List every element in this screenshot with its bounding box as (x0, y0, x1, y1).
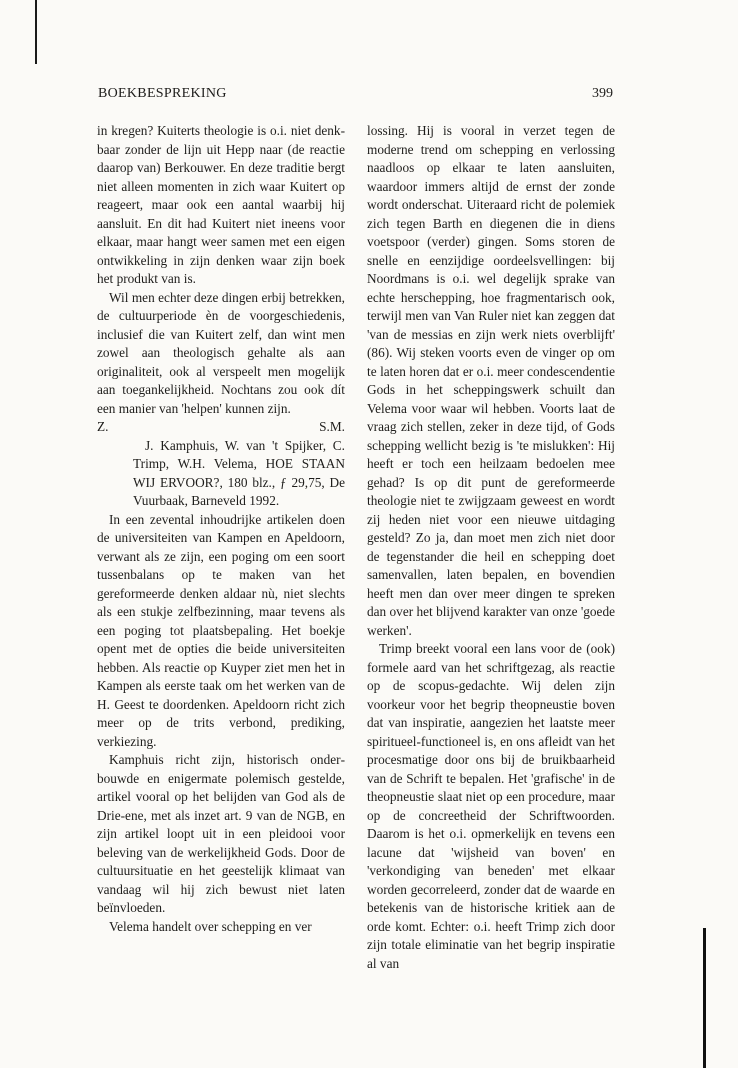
paragraph: Velema handelt over schepping en ver (109, 918, 312, 934)
scan-edge-left (35, 0, 37, 64)
paragraph: lossing. Hij is vooral in verzet tegen de moderne trend om schepping en verlossing naadloos op elkaar te laten aansluiten, waardoor immers altijd de ernst der zonde wordt onderschat. Uiteraard richt de polemiek zich tegen Barth en diegenen die in diens voetspoor (verder) gingen. Soms storen de snelle en eenzijdige oordeelsvellingen: bij Noordmans is o.i. wel degelijk sprake van echte herschepping, hoe fragmentarisch ook, terwijl men van Van Ruler niet kan zeggen dat 'van de messias en zijn werk niets overblijft' (86). Wij steken voorts even de vinger op om te laten horen dat er o.i. meer condescendentie Gods in het scheppingswerk schuilt dan Velema voor waar wil hebben. Voorts laat de vraag zich stellen, zeker in deze tijd, of Gods schepping wellicht bezig is 'te mislukken': Hij heeft er toch een heilzaam bedoelen mee gehad? Is op dit punt de gereformeerde theologie niet te zwijgzaam geweest en wordt zij heden niet voor een nieuwe uitdaging gesteld? Zo ja, dan moet men zich niet door de tegenstander die heil en schepping doet samenvallen, laten bepalen, en bovendien heeft men dan over meer dingen te spreken dan over het blijvend karakter van onze 'goede werken'. (367, 123, 615, 638)
book-reference: J. Kamphuis, W. van 't Spijker, C. Trimp, W.H. Velema, HOE STAAN WIJ ERVOOR?, 180 blz., ƒ 29,75, De Vuurbaak, Barneveld 1992. (133, 437, 345, 508)
left-column (97, 122, 345, 936)
paragraph: Trimp breekt vooral een lans voor de (ook) formele aard van het schriftgezag, als reactie op de scopus-gedachte. Wij delen zijn voorkeur voor het begrip theopneustie boven dat van inspiratie, aangezien het laatste meer spiritueel-functioneel is, en ons afleidt van het procesmatige door ons bij de bruikbaarheid van de Schrift te bepalen. Het 'grafische' in de theopneustie slaat niet op een procedure, maar op de concreetheid der Schriftwoorden. Daarom is het o.i. opmerkelijk en tevens een lacune dat 'wijsheid van boven' en 'verkondiging van beneden' met elkaar worden gecorreleerd, zonder dat de waarde en betekenis van de historische kritiek aan de orde komt. Echter: o.i. heeft Trimp zich door zijn totale eliminatie van het begrip inspiratie al van (367, 641, 615, 971)
review-signoff (97, 418, 345, 437)
paragraph: in kregen? Kuiterts theologie is o.i. niet denkbaar zonder de lijn uit Hepp naar (de reactie daarop van) Berkouwer. En deze traditie bergt niet alleen momenten in zich waar Kuitert op reageert, maar ook een aantal waarbij hij aansluit. En dit had Kuitert niet ineens voor elkaar, maar hangt weer samen met een eigen ontwikkeling in zijn denken waar zijn boek het produkt van is. (97, 123, 345, 286)
paragraph: Kamphuis richt zijn, historisch onderbouwde en enigermate polemisch gestelde, artikel vooral op het belijden van God als de Drie-ene, met als inzet art. 9 van de NGB, en zijn artikel loopt uit in een pleidooi voor beleving van de werkelijkheid Gods. Door de cultuursituatie en het geestelijk klimaat van vandaag wil hij zich bewust niet laten beïnvloeden. (97, 752, 345, 915)
paragraph: Wil men echter deze dingen erbij betrekken, de cultuurperiode èn de voorgeschiedenis, inclusief die van Kuitert zelf, dan wint men zowel aan theologisch gehalte als aan originaliteit, ook al verspeelt men mogelijk aan toegankelijkheid. Nochtans zou ook dít een manier van 'helpen' kunnen zijn. (97, 289, 345, 416)
right-column (367, 122, 615, 973)
signoff-initial: Z. (97, 419, 109, 434)
paragraph: In een zevental inhoudrijke artikelen doen de universiteiten van Kampen en Apeldoorn, verwant als ze zijn, een poging om een soort tussenbalans op te maken van het gereformeerde denken aldaar nù, niet slechts als een stukje zelfbezinning, maar tevens als een poging tot plaatsbepaling. Het boekje opent met de opties die beide universiteiten hebben. Als reactie op Kuyper ziet men het in Kampen als eerste taak om het werken van de H. Geest te doordenken. Apeldoorn richt zich meer op de trits verbond, prediking, verkiezing. (97, 511, 345, 749)
running-header: BOEKBESPREKING (98, 86, 227, 101)
page-number: 399 (592, 86, 613, 101)
scan-edge-right (703, 928, 706, 1068)
reviewer-initials: S.M. (319, 419, 345, 434)
